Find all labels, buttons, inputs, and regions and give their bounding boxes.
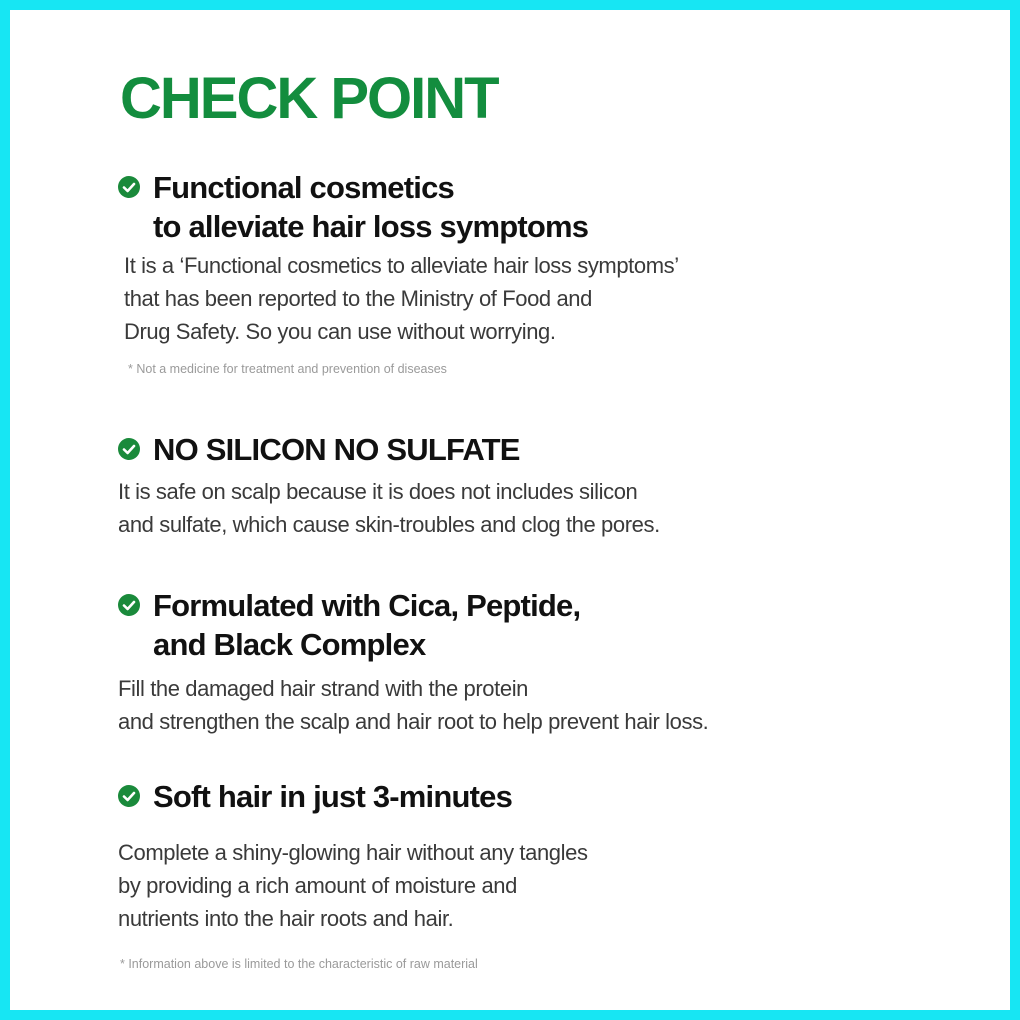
body-line: nutrients into the hair roots and hair. xyxy=(118,906,454,931)
footnote: * Not a medicine for treatment and prevention of diseases xyxy=(128,362,447,376)
check-item-functional-cosmetics xyxy=(118,168,878,376)
footnote: * Information above is limited to the characteristic of raw material xyxy=(120,957,478,971)
check-item-cica-peptide-black-complex xyxy=(118,586,878,738)
heading-line: to alleviate hair loss symptoms xyxy=(153,209,589,244)
body-line: and sulfate, which cause skin-troubles and clog the pores. xyxy=(118,512,660,537)
section-body xyxy=(118,672,878,738)
body-line: It is a ‘Functional cosmetics to alleviate hair loss symptoms’ xyxy=(124,253,679,278)
body-line: by providing a rich amount of moisture and xyxy=(118,873,517,898)
heading-line: Functional cosmetics xyxy=(153,170,454,205)
body-line: and strengthen the scalp and hair root to help prevent hair loss. xyxy=(118,709,709,734)
heading-line: Formulated with Cica, Peptide, xyxy=(153,588,581,623)
heading-line: Soft hair in just 3-minutes xyxy=(153,779,513,814)
section-heading xyxy=(118,430,878,469)
body-line: that has been reported to the Ministry of Food and xyxy=(124,286,592,311)
section-heading xyxy=(118,777,878,816)
check-circle-icon xyxy=(118,176,140,198)
check-item-soft-hair xyxy=(118,777,878,971)
page-title: CHECK POINT xyxy=(120,66,498,131)
check-circle-icon xyxy=(118,594,140,616)
body-line: Drug Safety. So you can use without worrying. xyxy=(124,319,556,344)
body-line: It is safe on scalp because it is does not includes silicon xyxy=(118,479,638,504)
heading-line: NO SILICON NO SULFATE xyxy=(153,432,520,467)
body-line: Fill the damaged hair strand with the protein xyxy=(118,676,529,701)
check-point-panel xyxy=(10,10,1010,1010)
section-body xyxy=(118,249,878,348)
check-item-no-silicon-no-sulfate xyxy=(118,430,878,541)
section-body xyxy=(118,836,878,935)
check-circle-icon xyxy=(118,438,140,460)
section-body xyxy=(118,475,878,541)
section-heading xyxy=(118,586,878,664)
body-line: Complete a shiny-glowing hair without any tangles xyxy=(118,840,588,865)
heading-line: and Black Complex xyxy=(153,627,426,662)
check-circle-icon xyxy=(118,785,140,807)
section-heading xyxy=(118,168,878,246)
